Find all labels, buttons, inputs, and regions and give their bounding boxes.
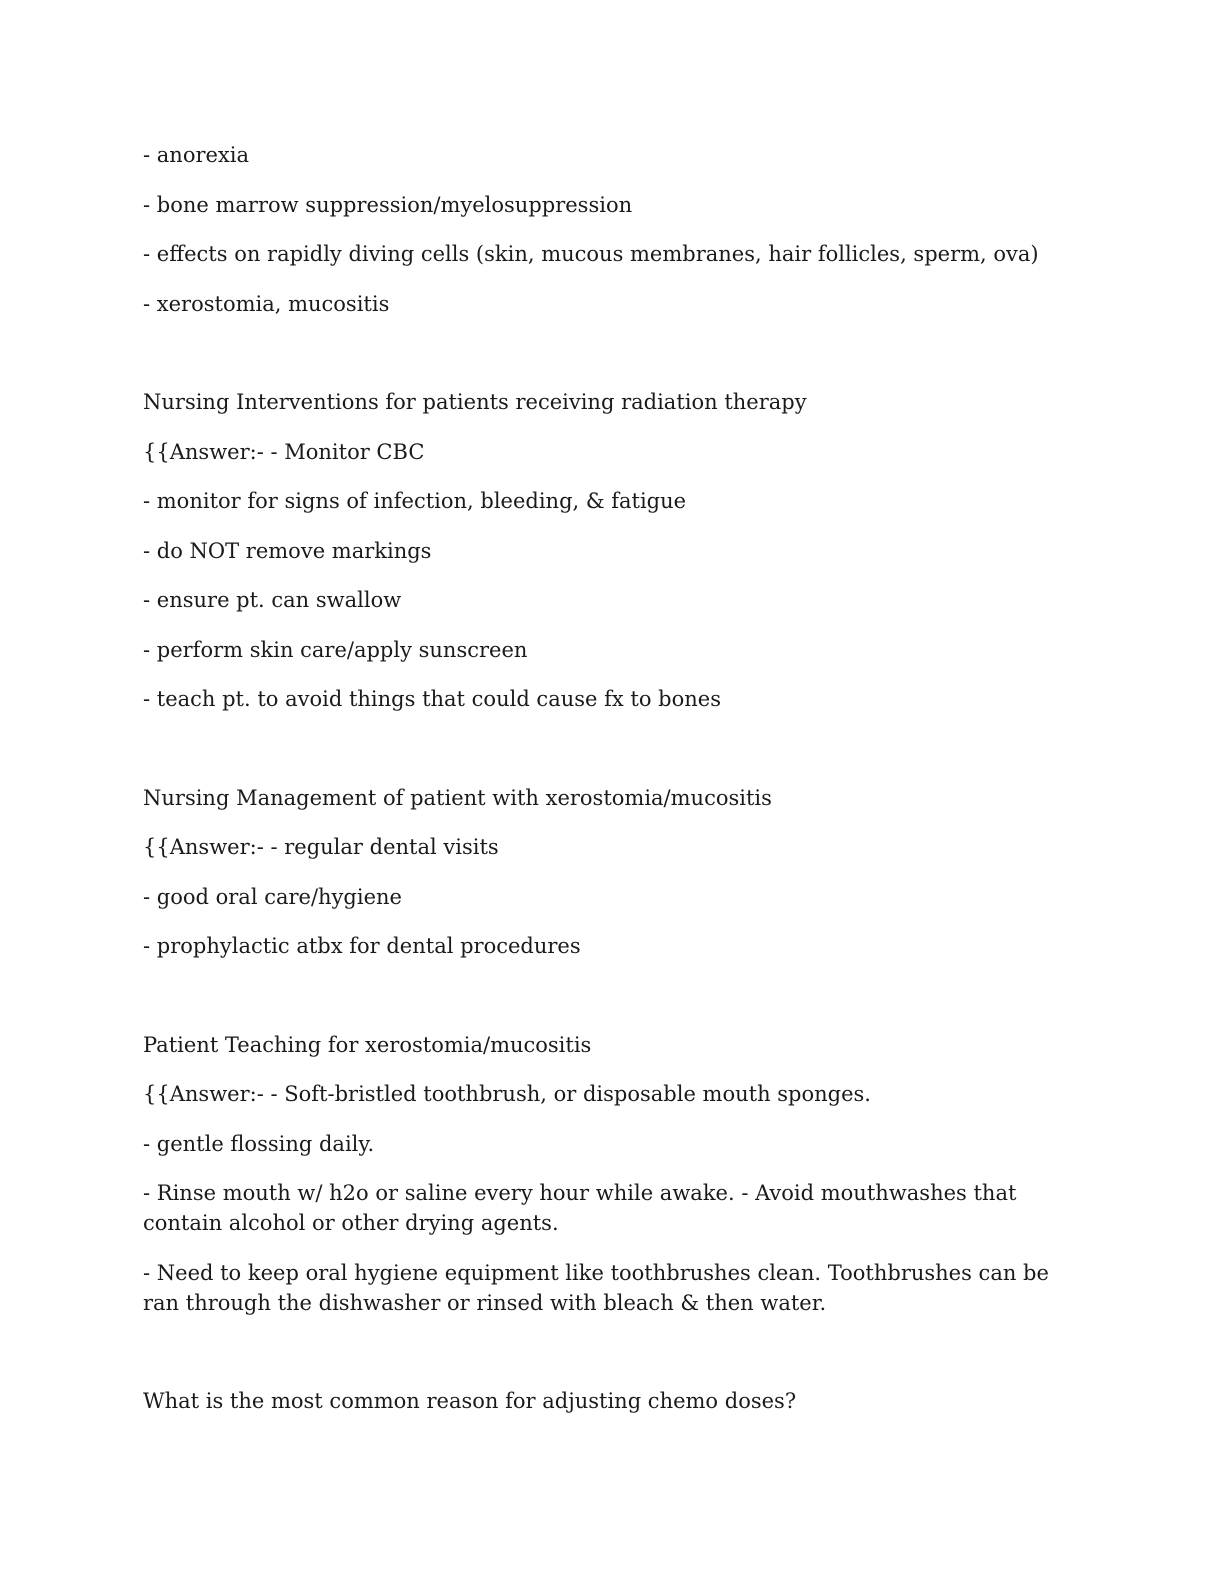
intro-list bbox=[143, 140, 1063, 319]
question-heading: Patient Teaching for xerostomia/mucositis bbox=[143, 1032, 592, 1057]
list-item: - xerostomia, mucositis bbox=[143, 291, 390, 316]
document-content bbox=[143, 140, 1063, 1436]
question-heading: Nursing Interventions for patients receiving radiation therapy bbox=[143, 390, 807, 414]
answer-line: - ensure pt. can swallow bbox=[143, 588, 402, 612]
section-spacer bbox=[143, 734, 1063, 783]
answer-line: - good oral care/hygiene bbox=[143, 884, 402, 909]
qa-section-xerostomia-management bbox=[143, 783, 1063, 962]
answer-line: - Rinse mouth w/ h2o or saline every hour while awake. - Avoid mouthwashes that contain alcohol or other drying agents. bbox=[143, 1181, 1017, 1235]
answer-line: {{Answer:- - regular dental visits bbox=[143, 835, 499, 859]
list-item: - bone marrow suppression/myelosuppression bbox=[143, 192, 633, 217]
list-item: - effects on rapidly diving cells (skin, mucous membranes, hair follicles, sperm, ova) bbox=[143, 242, 1039, 266]
qa-section-radiation-interventions bbox=[143, 387, 1063, 714]
answer-line: {{Answer:- - Monitor CBC bbox=[143, 439, 425, 464]
section-spacer bbox=[143, 981, 1063, 1030]
qa-section-chemo-doses bbox=[143, 1386, 1063, 1416]
list-item: - anorexia bbox=[143, 143, 250, 167]
answer-line: - monitor for signs of infection, bleeding, & fatigue bbox=[143, 489, 687, 513]
answer-line: - perform skin care/apply sunscreen bbox=[143, 637, 528, 662]
answer-line: - do NOT remove markings bbox=[143, 538, 432, 563]
answer-line: {{Answer:- - Soft-bristled toothbrush, or disposable mouth sponges. bbox=[143, 1082, 871, 1106]
answer-line: - teach pt. to avoid things that could cause fx to bones bbox=[143, 687, 721, 711]
question-heading: What is the most common reason for adjusting chemo doses? bbox=[143, 1389, 797, 1413]
qa-section-xerostomia-teaching bbox=[143, 1030, 1063, 1318]
question-heading: Nursing Management of patient with xerostomia/mucositis bbox=[143, 785, 772, 810]
answer-line: - Need to keep oral hygiene equipment like toothbrushes clean. Toothbrushes can be ran through the dishwasher or rinsed with bleach & then water. bbox=[143, 1260, 1049, 1315]
answer-line: - gentle flossing daily. bbox=[143, 1131, 375, 1156]
section-spacer bbox=[143, 1337, 1063, 1386]
answer-line: - prophylactic atbx for dental procedures bbox=[143, 934, 581, 958]
section-spacer bbox=[143, 338, 1063, 387]
